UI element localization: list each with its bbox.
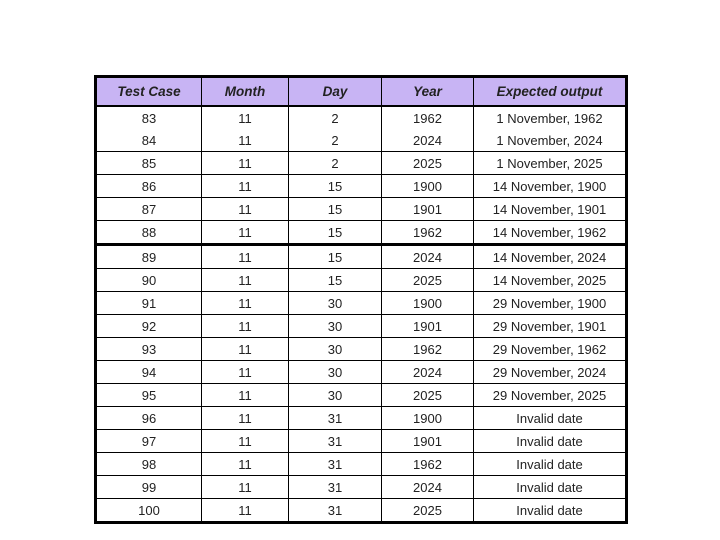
table-row bbox=[96, 476, 627, 499]
cell-day: 15 bbox=[289, 221, 382, 245]
cell-year: 1900 bbox=[382, 175, 474, 198]
table-row bbox=[96, 338, 627, 361]
cell-day: 31 bbox=[289, 476, 382, 499]
cell-day: 15 bbox=[289, 198, 382, 221]
table-row bbox=[96, 269, 627, 292]
cell-year: 2024 bbox=[382, 361, 474, 384]
cell-day: 31 bbox=[289, 499, 382, 523]
table-row bbox=[96, 292, 627, 315]
header-year: Year bbox=[382, 77, 474, 107]
table-row bbox=[96, 245, 627, 269]
cell-month: 11 bbox=[202, 407, 289, 430]
cell-month: 11 bbox=[202, 198, 289, 221]
cell-test-case: 84 bbox=[96, 129, 202, 152]
cell-year: 2025 bbox=[382, 269, 474, 292]
cell-expected-output: 29 November, 1962 bbox=[474, 338, 627, 361]
cell-month: 11 bbox=[202, 221, 289, 245]
cell-month: 11 bbox=[202, 106, 289, 129]
table-row bbox=[96, 499, 627, 523]
header-day: Day bbox=[289, 77, 382, 107]
table-row bbox=[96, 315, 627, 338]
table-row bbox=[96, 106, 627, 129]
cell-year: 1962 bbox=[382, 221, 474, 245]
cell-day: 15 bbox=[289, 245, 382, 269]
header-expected-output: Expected output bbox=[474, 77, 627, 107]
cell-day: 30 bbox=[289, 338, 382, 361]
cell-test-case: 85 bbox=[96, 152, 202, 175]
cell-year: 1901 bbox=[382, 430, 474, 453]
cell-month: 11 bbox=[202, 175, 289, 198]
table-row bbox=[96, 407, 627, 430]
cell-expected-output: 1 November, 1962 bbox=[474, 106, 627, 129]
cell-expected-output: Invalid date bbox=[474, 476, 627, 499]
cell-test-case: 98 bbox=[96, 453, 202, 476]
cell-test-case: 96 bbox=[96, 407, 202, 430]
cell-test-case: 90 bbox=[96, 269, 202, 292]
cell-day: 31 bbox=[289, 453, 382, 476]
header-row bbox=[96, 77, 627, 107]
table-row bbox=[96, 129, 627, 152]
cell-expected-output: Invalid date bbox=[474, 430, 627, 453]
cell-day: 15 bbox=[289, 175, 382, 198]
cell-expected-output: 29 November, 1900 bbox=[474, 292, 627, 315]
table-row bbox=[96, 430, 627, 453]
table-row bbox=[96, 221, 627, 245]
cell-expected-output: Invalid date bbox=[474, 453, 627, 476]
cell-test-case: 83 bbox=[96, 106, 202, 129]
cell-year: 1962 bbox=[382, 453, 474, 476]
cell-test-case: 87 bbox=[96, 198, 202, 221]
cell-expected-output: 29 November, 1901 bbox=[474, 315, 627, 338]
cell-year: 1901 bbox=[382, 198, 474, 221]
cell-year: 1962 bbox=[382, 338, 474, 361]
cell-expected-output: Invalid date bbox=[474, 499, 627, 523]
cell-expected-output: 14 November, 2024 bbox=[474, 245, 627, 269]
cell-test-case: 88 bbox=[96, 221, 202, 245]
cell-expected-output: 14 November, 1962 bbox=[474, 221, 627, 245]
cell-year: 1901 bbox=[382, 315, 474, 338]
cell-day: 2 bbox=[289, 106, 382, 129]
cell-day: 2 bbox=[289, 152, 382, 175]
cell-test-case: 92 bbox=[96, 315, 202, 338]
cell-month: 11 bbox=[202, 361, 289, 384]
cell-expected-output: 14 November, 1901 bbox=[474, 198, 627, 221]
table-row bbox=[96, 152, 627, 175]
cell-test-case: 93 bbox=[96, 338, 202, 361]
cell-day: 30 bbox=[289, 361, 382, 384]
cell-year: 2025 bbox=[382, 384, 474, 407]
cell-test-case: 97 bbox=[96, 430, 202, 453]
cell-test-case: 94 bbox=[96, 361, 202, 384]
table-row bbox=[96, 198, 627, 221]
cell-expected-output: 1 November, 2024 bbox=[474, 129, 627, 152]
cell-expected-output: Invalid date bbox=[474, 407, 627, 430]
table-row bbox=[96, 453, 627, 476]
cell-year: 2024 bbox=[382, 245, 474, 269]
cell-day: 31 bbox=[289, 430, 382, 453]
cell-expected-output: 14 November, 2025 bbox=[474, 269, 627, 292]
cell-year: 2025 bbox=[382, 152, 474, 175]
table-row bbox=[96, 175, 627, 198]
cell-year: 2024 bbox=[382, 476, 474, 499]
table-row bbox=[96, 361, 627, 384]
cell-test-case: 100 bbox=[96, 499, 202, 523]
cell-year: 1900 bbox=[382, 407, 474, 430]
header-month: Month bbox=[202, 77, 289, 107]
cell-month: 11 bbox=[202, 152, 289, 175]
cell-month: 11 bbox=[202, 269, 289, 292]
cell-day: 15 bbox=[289, 269, 382, 292]
cell-year: 2024 bbox=[382, 129, 474, 152]
cell-year: 1900 bbox=[382, 292, 474, 315]
cell-day: 30 bbox=[289, 384, 382, 407]
cell-month: 11 bbox=[202, 292, 289, 315]
cell-year: 1962 bbox=[382, 106, 474, 129]
table-row bbox=[96, 384, 627, 407]
cell-day: 31 bbox=[289, 407, 382, 430]
cell-month: 11 bbox=[202, 315, 289, 338]
cell-month: 11 bbox=[202, 430, 289, 453]
cell-year: 2025 bbox=[382, 499, 474, 523]
cell-day: 2 bbox=[289, 129, 382, 152]
cell-test-case: 95 bbox=[96, 384, 202, 407]
test-case-table bbox=[94, 75, 628, 524]
header-test-case: Test Case bbox=[96, 77, 202, 107]
cell-month: 11 bbox=[202, 384, 289, 407]
cell-test-case: 91 bbox=[96, 292, 202, 315]
table-body bbox=[96, 106, 627, 523]
cell-test-case: 86 bbox=[96, 175, 202, 198]
cell-expected-output: 29 November, 2025 bbox=[474, 384, 627, 407]
cell-month: 11 bbox=[202, 129, 289, 152]
cell-test-case: 99 bbox=[96, 476, 202, 499]
cell-expected-output: 29 November, 2024 bbox=[474, 361, 627, 384]
cell-month: 11 bbox=[202, 499, 289, 523]
cell-day: 30 bbox=[289, 292, 382, 315]
cell-expected-output: 1 November, 2025 bbox=[474, 152, 627, 175]
cell-month: 11 bbox=[202, 453, 289, 476]
cell-test-case: 89 bbox=[96, 245, 202, 269]
cell-month: 11 bbox=[202, 338, 289, 361]
cell-month: 11 bbox=[202, 476, 289, 499]
cell-month: 11 bbox=[202, 245, 289, 269]
cell-expected-output: 14 November, 1900 bbox=[474, 175, 627, 198]
cell-day: 30 bbox=[289, 315, 382, 338]
